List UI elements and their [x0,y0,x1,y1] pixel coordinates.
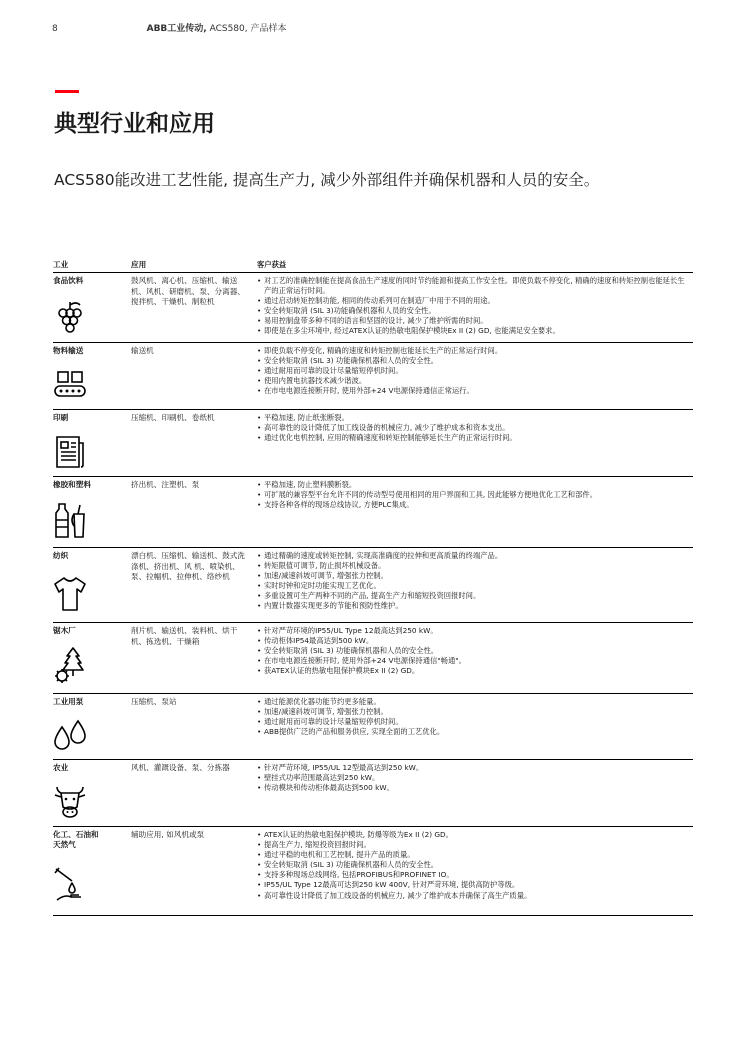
industry-name: 农业 [53,763,69,772]
benefits-cell [257,626,691,693]
table-row [53,477,693,548]
benefit-item: • 传动柜体IP54最高达到500 kW。 [257,636,691,646]
application-cell: 压缩机、泵站 [131,697,177,706]
application-cell: 削片机、输送机、装料机、烘干机、拣选机、干燥箱 [131,626,238,646]
industry-name: 橡胶和塑料 [53,480,91,489]
benefit-item: • 安全转矩取消 (SIL 3) 功能确保机器和人员的安全性。 [257,356,691,366]
table-header [53,260,693,273]
chemical-drip-icon [53,866,87,904]
benefit-item: • ABB提供广泛的产品和服务供应, 实现全面的工艺优化。 [257,727,691,737]
printing-icon [53,433,87,471]
benefit-item: • 高可靠性设计降低了加工线设备的机械应力, 减少了维护成本并确保了高生产质量。 [257,891,691,901]
industry-cell [53,763,131,826]
industry-name: 化工、石油和天然气 [53,830,99,849]
benefits-cell [257,276,691,342]
application-cell: 挤出机、注塑机、泵 [131,480,200,489]
benefit-item: • 平稳加速, 防止塑料膜断裂。 [257,480,691,490]
benefit-item: • ATEX认证的热敏电阻保护模块, 防爆等级为Ex II (2) GD。 [257,830,691,840]
benefit-item: • 高可靠性的设计降低了加工线设备的机械应力, 减少了维护成本和资本支出。 [257,423,691,433]
benefit-item: • 在市电电源连接断开时, 使用外部+24 V电源保持通信"畅通"。 [257,656,691,666]
benefit-item: • 针对严苛环境, IP55/UL 12型最高达到250 kW。 [257,763,691,773]
page-subtitle: ACS580能改进工艺性能, 提高生产力, 减少外部组件并确保机器和人员的安全。 [54,171,600,189]
benefit-item: • 通过优化电机控制, 应用的精确速度和转矩控制能够延长生产的正常运行时间。 [257,433,691,443]
benefit-item: • 平稳加速, 防止纸张断裂。 [257,413,691,423]
table-row [53,623,693,694]
application-cell: 输送机 [131,346,154,355]
table-row [53,548,693,623]
benefit-item: • 在市电电源连接断开时, 使用外部+24 V电源保持通信正常运行。 [257,386,691,396]
industry-name: 工业用泵 [53,697,84,706]
header-benefits: 客户获益 [257,260,287,269]
grapes-icon [53,300,87,338]
benefit-item: • 对工艺的准确控制能在提高食品生产速度的同时节约能源和提高工作安全性。即使负载不停变化, 精确的速度和转矩控制也能延长生产的正常运行时间。 [257,276,691,296]
table-row [53,760,693,827]
benefit-item: • 即使负载不停变化, 精确的速度和转矩控制也能延长生产的正常运行时间。 [257,346,691,356]
benefit-item: • 支持各种各样的现场总线协议, 方便PLC集成。 [257,500,691,510]
benefit-item: • 安全转矩取消 (SIL 3) 功能确保机器和人员的安全性。 [257,646,691,656]
industry-name: 锯木厂 [53,626,76,635]
industry-table [53,260,693,916]
benefit-item: • 使用内置电抗器技术减少谐波。 [257,376,691,386]
header-doc-title: ACS580, 产品样本 [206,24,287,34]
industry-cell [53,626,131,693]
industry-cell [53,346,131,409]
benefit-item: • 通过平稳的电机和工艺控制, 提升产品的质量。 [257,850,691,860]
conveyor-icon [53,366,87,404]
application-cell: 鼓风机、离心机、压缩机、输送机、风机、研磨机、泵、分离器、搅拌机、干燥机、制粒机 [131,276,245,306]
benefit-item: • 针对严苛环境的IP55/UL Type 12最高达到250 kW。 [257,626,691,636]
application-cell: 漂白机、压缩机、输送机、鼓式洗涤机、挤出机、风 机、喷染机、泵、拉幅机、拉伸机、络纱机 [131,551,245,581]
benefit-item: • 内置计数器实现更多的节能和预防性维护。 [257,601,691,611]
bottles-icon [53,502,87,540]
benefits-cell [257,480,691,547]
benefit-item: • 通过精确的速度或转矩控制, 实现高准确度的拉伸和更高质量的终端产品。 [257,551,691,561]
accent-bar [55,90,79,93]
cow-icon [53,785,87,823]
benefit-item: • 转矩限值可调节, 防止损坏机械设备。 [257,561,691,571]
benefit-item: • 加速/减速斜坡可调节, 增强张力控制。 [257,571,691,581]
table-row [53,410,693,477]
benefit-item: • 安全转矩取消 (SIL 3)功能确保机器和人员的安全性。 [257,306,691,316]
benefit-item: • 安全转矩取消 (SIL 3) 功能确保机器和人员的安全性。 [257,860,691,870]
table-row [53,343,693,410]
benefit-item: • 多重设置可生产两种不同的产品, 提高生产力和缩短投资回报时间。 [257,591,691,601]
industry-cell [53,276,131,342]
benefit-item: • 传动模块和传动柜体最高达到500 kW。 [257,783,691,793]
benefit-item: • 实时时钟和定时功能实现工艺优化。 [257,581,691,591]
benefit-item: • 提高生产力, 缩短投资回报时间。 [257,840,691,850]
page-header [52,21,286,34]
industry-cell [53,830,131,915]
benefits-cell [257,830,691,915]
industry-name: 印刷 [53,413,69,422]
shirt-icon [53,575,87,613]
benefit-item: • 获ATEX认证的热敏电阻保护模块Ex II (2) GD。 [257,666,691,676]
application-cell: 风机、灌溉设备、泵、分拣器 [131,763,230,772]
table-row [53,827,693,916]
benefit-item: • 支持多种现场总线网络, 包括PROFIBUS和PROFINET IO。 [257,870,691,880]
page-number: 8 [52,24,58,34]
industry-name: 纺织 [53,551,69,560]
industry-cell [53,413,131,476]
industry-cell [53,697,131,759]
page-title: 典型行业和应用 [54,111,215,137]
application-cell: 辅助应用, 如风机或泵 [131,830,205,839]
application-cell: 压缩机、印刷机、卷纸机 [131,413,215,422]
benefit-item: • 通过启动转矩控制功能, 相同的传动系列可在制造厂中用于不同的用途。 [257,296,691,306]
table-row [53,273,693,343]
benefits-cell [257,763,691,826]
industry-cell [53,480,131,547]
benefit-item: • 通过耐用而可靠的设计尽量缩短停机时间。 [257,366,691,376]
industry-cell [53,551,131,622]
table-row [53,694,693,760]
benefits-cell [257,697,691,759]
industry-name: 物料输送 [53,346,84,355]
benefits-cell [257,551,691,622]
benefit-item: • 易用控制盘带多种不同的语言和坚固的设计, 减少了维护所需的时间。 [257,316,691,326]
benefits-cell [257,413,691,476]
benefit-item: • 通过耐用而可靠的设计尽量缩短停机时间。 [257,717,691,727]
benefit-item: • 壁挂式功率范围最高达到250 kW。 [257,773,691,783]
tree-gear-icon [53,646,87,684]
water-drops-icon [53,717,87,755]
industry-name: 食品饮料 [53,276,84,285]
header-application: 应用 [131,260,147,269]
header-industry: 工业 [53,260,69,269]
header-brand: ABB工业传动, [146,24,207,34]
benefit-item: • 加速/减速斜坡可调节, 增强张力控制。 [257,707,691,717]
benefit-item: • 通过能源优化器功能节约更多能量。 [257,697,691,707]
benefit-item: • 可扩展的兼容型平台允许不同的传动型号使用相同的用户界面和工具, 因此能够方便地优化工艺和部件。 [257,490,691,500]
benefit-item: • IP55/UL Type 12最高可达到250 kW 400V, 针对严苛环境, 提供高防护等级。 [257,880,691,890]
benefit-item: • 即使是在多尘环境中, 经过ATEX认证的热敏电阻保护模块Ex II (2) GD, 也能满足安全要求。 [257,326,691,336]
benefits-cell [257,346,691,409]
